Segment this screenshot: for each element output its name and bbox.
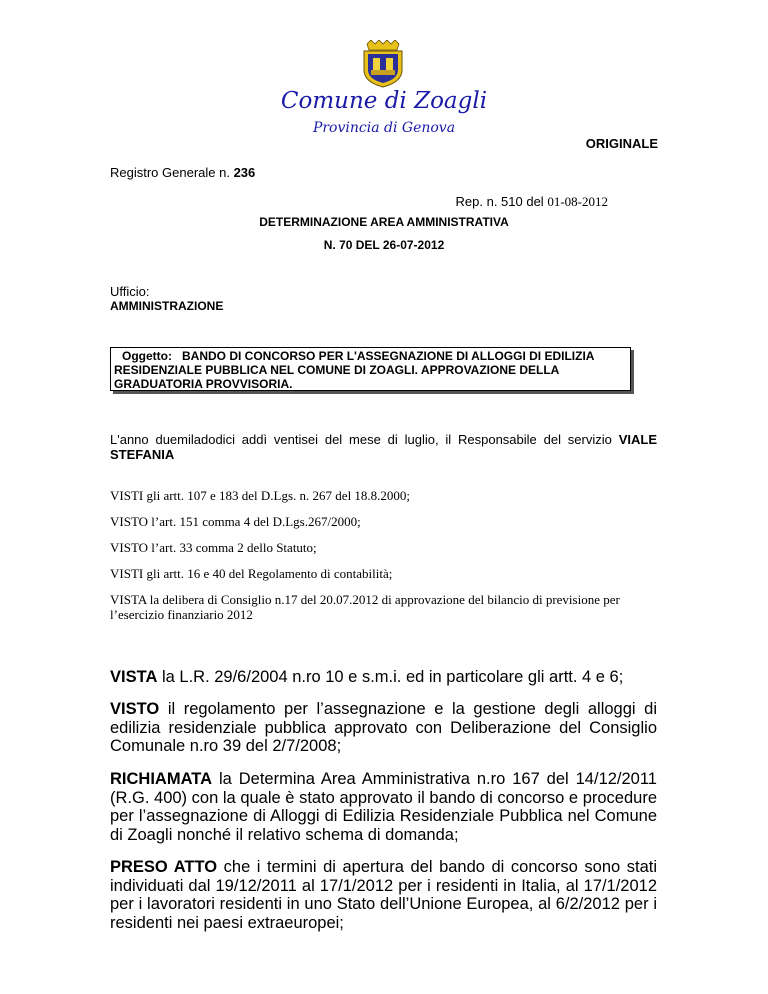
oggetto-label: Oggetto: [122,349,172,363]
responsabile-name: VIALE STEFANIA [110,432,657,462]
coat-of-arms-icon [361,40,405,88]
status-label: ORIGINALE [585,136,658,151]
visti-line: VISTA la delibera di Consiglio n.17 del 20.07.2012 di approvazione del bilancio di previsione per l’esercizio finanziario 2012 [110,592,620,622]
visti-line: VISTO l’art. 33 comma 2 dello Statuto; [110,540,317,555]
determinazione-title: DETERMINAZIONE AREA AMMINISTRATIVA [259,215,509,229]
registro-generale [110,165,255,180]
comune-name: Comune di Zoagli [280,88,488,114]
provincia-name: Provincia di Genova [312,120,456,136]
oggetto-text: BANDO DI CONCORSO PER L'ASSEGNAZIONE DI ALLOGGI DI EDILIZIA RESIDENZIALE PUBBLICA NEL COMUNE DI ZOAGLI. APPROVAZIONE DELLA GRADUATORIA PROVVISORIA. [114,349,594,391]
paragraph-lead: RICHIAMATA [110,770,213,788]
visti-line: VISTO l’art. 151 comma 4 del D.Lgs.267/2000; [110,514,361,529]
paragraph-text: il regolamento per l’assegnazione e la gestione degli alloggi di edilizia residenziale pubblica approvato con Deliberazione del Consiglio Comunale n.ro 39 del 2/7/2008; [110,700,657,755]
paragraph-text: la L.R. 29/6/2004 n.ro 10 e s.m.i. ed in particolare gli artt. 4 e 6; [161,668,624,686]
ufficio-label: Ufficio: [110,284,150,299]
visti-line: VISTI gli artt. 16 e 40 del Regolamento di contabilità; [110,566,393,581]
rep-date: 01-08-2012 [547,194,608,209]
determinazione-number: N. 70 DEL 26-07-2012 [323,238,445,252]
paragraph-text: la Determina Area Amministrativa n.ro 167 del 14/12/2011 (R.G. 400) con la quale è stato approvato il bando di concorso e procedure per l’assegnazione di Alloggi di Edilizia Residenziale Pubblica nel Comune di Zoagli nonché il relativo schema di domanda; [110,770,657,844]
intro-text: L'anno duemiladodici addì ventisei del mese di luglio, il Responsabile del servizio [110,432,612,447]
paragraph-lead: VISTA [110,668,158,686]
paragraph [110,700,657,756]
paragraph-text: che i termini di apertura del bando di concorso sono stati individuati dal 19/12/2011 al 17/1/2012 per i residenti in Italia, al 17/1/2012 per i lavoratori residenti in uno Stato dell’Unione Europea, al 6/2/2012 per i residenti nei paesi extraeuropei; [110,858,657,932]
visti-line: VISTI gli artt. 107 e 183 del D.Lgs. n. 267 del 18.8.2000; [110,488,411,503]
paragraph [110,858,657,932]
paragraph-lead: PRESO ATTO [110,858,218,876]
rep-line [456,194,608,210]
intro-paragraph [110,432,657,462]
paragraph [110,668,657,687]
oggetto-box [110,347,631,391]
rep-label: Rep. n. 510 del [455,194,544,209]
paragraph [110,770,657,844]
paragraph-lead: VISTO [110,700,160,718]
registro-label: Registro Generale n. [110,165,230,180]
registro-number: 236 [233,165,256,180]
ufficio-value: AMMINISTRAZIONE [110,299,224,313]
